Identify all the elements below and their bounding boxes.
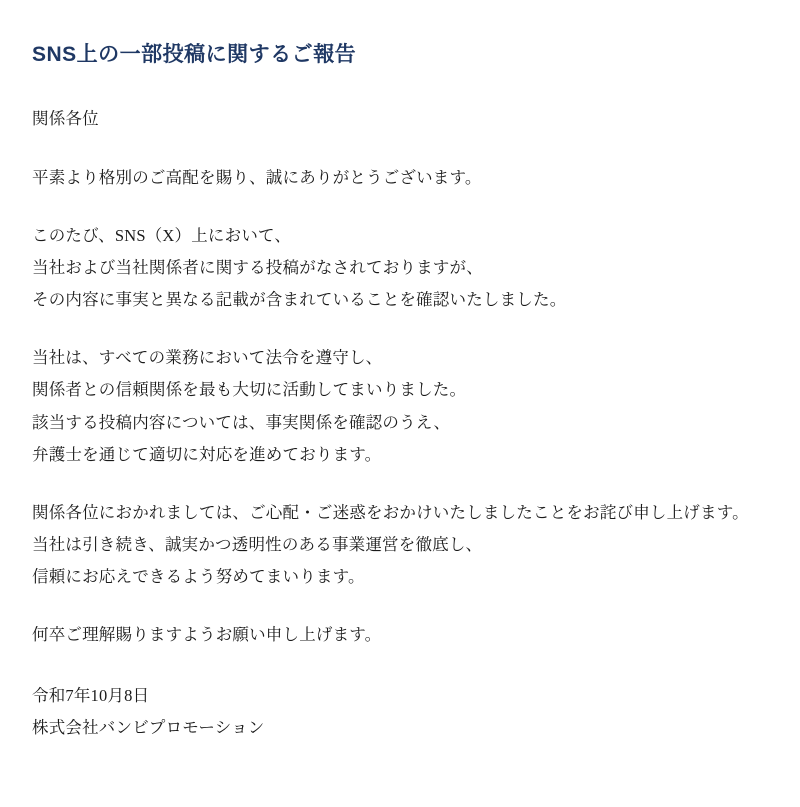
closing-line-1: 何卒ご理解賜りますようお願い申し上げます。 [32,625,382,645]
salutation-line: 関係各位 [32,109,99,129]
compliance-line-4: 弁護士を通じて適切に対応を進めております。 [32,444,382,464]
closing-paragraph [32,619,770,651]
compliance-line-1: 当社は、すべての業務において法令を遵守し、 [32,348,383,368]
apology-line-1: 関係各位におかれましては、ご心配・ご迷惑をおかけいたしましたことをお詫び申し上げます。 [32,502,749,522]
signature-company: 株式会社バンビプロモーション [32,717,265,737]
salutation [32,103,770,135]
situation-line-2: 当社および当社関係者に関する投稿がなされておりますが、 [32,257,483,277]
greeting-paragraph [32,162,770,194]
apology-paragraph [32,497,770,594]
situation-line-3: その内容に事実と異なる記載が含まれていることを確認いたしました。 [32,290,567,310]
situation-paragraph [32,220,770,317]
greeting-line-1: 平素より格別のご高配を賜り、誠にありがとうございます。 [32,167,482,187]
document-body [32,103,770,744]
signature-block [32,680,770,744]
page-title: SNS上の一部投稿に関するご報告 [32,43,357,66]
apology-line-3: 信頼にお応えできるよう努めてまいります。 [32,567,365,587]
compliance-line-3: 該当する投稿内容については、事実関係を確認のうえ、 [32,412,451,432]
situation-line-1: このたび、SNS（X）上において、 [32,225,292,245]
compliance-paragraph [32,342,770,471]
apology-line-2: 当社は引き続き、誠実かつ透明性のある事業運営を徹底し、 [32,535,483,555]
signature-date: 令和7年10月8日 [32,685,150,705]
compliance-line-2: 関係者との信頼関係を最も大切に活動してまいりました。 [32,380,467,400]
